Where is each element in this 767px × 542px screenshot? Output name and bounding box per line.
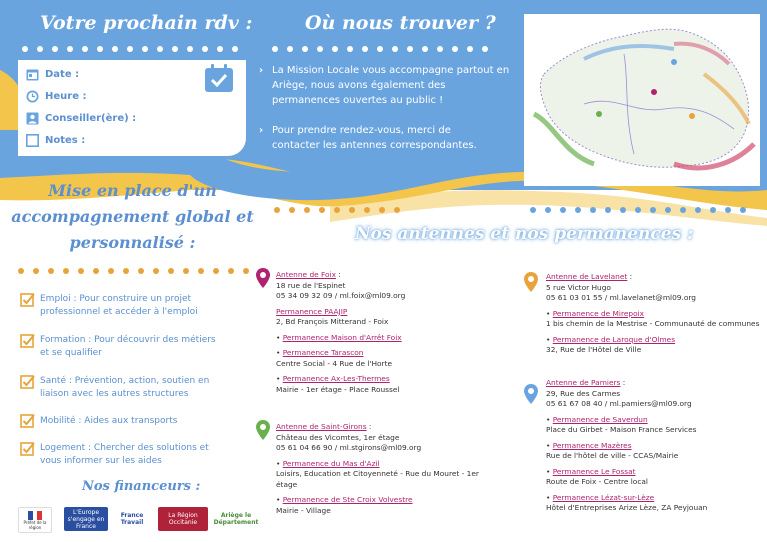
dots-divider [18, 268, 249, 274]
heure-label: Heure : [45, 91, 87, 102]
calendar-check-icon [204, 64, 236, 94]
map-pin-icon [256, 268, 270, 288]
rdv-date-row [26, 68, 79, 81]
europe-logo: L'Europe s'engage en France [64, 507, 108, 531]
rdv-notes-row [26, 134, 85, 147]
french-flag-icon [28, 511, 42, 520]
map-pin-icon [256, 420, 270, 440]
france-travail-logo: France Travail [110, 507, 154, 531]
antenne-stgirons-name: Antenne de Saint-Girons [276, 422, 367, 431]
chevron-right-icon: › [259, 65, 264, 76]
list-item: Formation : Pour découvrir des métiers et se qualifier [40, 335, 216, 358]
list-item: Santé : Prévention, action, soutien en liaison avec les autres structures [40, 376, 210, 399]
dots-divider [22, 46, 238, 52]
list-item: Logement : Chercher des solutions et vous informer sur les aides [40, 443, 209, 466]
clock-icon [26, 90, 39, 103]
map-pin-icon [524, 272, 538, 292]
antenne-foix-name: Antenne de Foix [276, 270, 336, 279]
antenne-pamiers-name: Antenne de Pamiers [546, 378, 621, 387]
antennes-title: Nos antennes et nos permanences : [355, 224, 694, 244]
list-item: Emploi : Pour construire un projet professionnel et accéder à l'emploi [40, 294, 198, 317]
ariege-map [524, 14, 760, 186]
accompagnement-title: Mise en place d'un accompagnement global et personnalisé : [11, 181, 254, 252]
antenne-pamiers: Antenne de Pamiers : 29, Rue des Carmes 05 61 67 08 40 / ml.pamiers@ml09.org • Permanence de Saverdun Place du Girbet - Maison France Services • Permanence Mazères Rue de l'hôtel de ville - CCAS/Mairie • Permanence Le Fossat Route de Foix - Centre local • Permanence Lézat-sur-Lèze Hôtel d'Entreprises Arize Lèze, ZA Peyjouan [546, 378, 708, 512]
calendar-icon [26, 68, 39, 81]
conseiller-label: Conseiller(ère) : [45, 113, 137, 124]
checkbox-checked-icon [20, 374, 36, 390]
prefet-logo: Préfet de la région [18, 507, 52, 533]
rdv-heure-row [26, 90, 86, 103]
intro-paragraph-2: › Pour prendre rendez-vous, merci de contacter les antennes correspondantes. [259, 125, 477, 151]
financeurs-title: Nos financeurs : [82, 479, 201, 494]
map-pin-icon [524, 384, 538, 404]
chevron-right-icon: › [259, 125, 264, 136]
checkbox-checked-icon [20, 413, 36, 429]
notes-label: Notes : [45, 135, 86, 146]
checkbox-checked-icon [20, 333, 36, 349]
list-item: Mobilité : Aides aux transports [40, 416, 178, 426]
checkbox-checked-icon [20, 441, 36, 457]
rdv-title: Votre prochain rdv : [40, 12, 253, 34]
occitanie-logo: La Région Occitanie [158, 507, 208, 531]
dots-divider [272, 46, 488, 52]
notes-icon [26, 134, 39, 147]
ariege-map-drawing [524, 14, 760, 186]
date-label: Date : [45, 69, 80, 80]
antenne-saint-girons: Antenne de Saint-Girons : Château des Vicomtes, 1er étage 05 61 04 66 90 / ml.stgirons@ml09.org • Permanence du Mas d'Azil Loisirs, Education et Citoyenneté - Rue du Mouret - 1er étage • Permanence de Ste Croix Volvestre Mairie - Village [276, 422, 479, 515]
antenne-foix: Antenne de Foix : 18 rue de l'Espinet 05 34 09 32 09 / ml.foix@ml09.org Permanence PAAJIP 2, Bd François Mitterand - Foix • Permanence Maison d'Arrêt Foix • Permanence Tarascon Centre Social - 4 Rue de l'Horte • Permanence Ax-Les-Thermes Mairie - 1er étage - Place Roussel [276, 270, 406, 394]
ariege-logo: Ariège le Département [213, 507, 259, 531]
dots-divider [274, 207, 400, 213]
rdv-conseiller-row [26, 112, 136, 125]
person-icon [26, 112, 39, 125]
checkbox-checked-icon [20, 292, 36, 308]
antenne-lavelanet: Antenne de Lavelanet : 5 rue Victor Hugo 05 61 03 01 55 / ml.lavelanet@ml09.org • Permanence de Mirepoix 1 bis chemin de la Mestrise - Communauté de communes • Permanence de Laroque d'Olmes 32, Rue de l'Hôtel de Ville [546, 272, 760, 354]
dots-divider [530, 207, 746, 213]
intro-paragraph-1: › La Mission Locale vous accompagne partout en Ariège, nous avons également des permanences ouvertes au public ! [259, 65, 510, 106]
where-title: Où nous trouver ? [305, 12, 496, 34]
antenne-lavelanet-name: Antenne de Lavelanet [546, 272, 628, 281]
